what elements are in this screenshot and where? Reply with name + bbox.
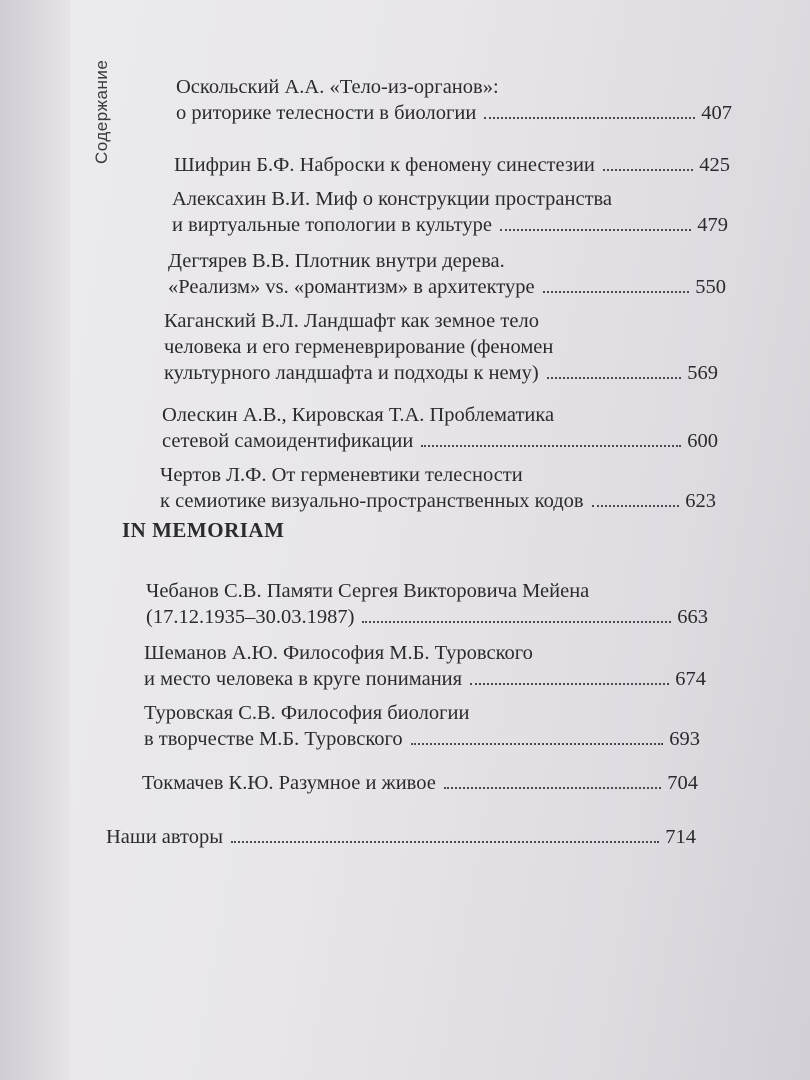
page-number: 600	[687, 430, 718, 452]
toc-entry-line: о риторике телесности в биологии	[176, 102, 477, 124]
toc-entry-line: «Реализм» vs. «романтизм» в архитектуре	[168, 276, 535, 298]
binding-shadow	[0, 0, 70, 1080]
dot-leader	[421, 445, 681, 447]
toc-entry	[176, 74, 732, 126]
toc-entry-line: и виртуальные топологии в культуре	[172, 214, 492, 236]
page-number: 569	[687, 362, 718, 384]
toc-entry-line: Токмачев К.Ю. Разумное и живое	[142, 772, 436, 794]
toc-entry	[142, 770, 698, 796]
page-number: 693	[669, 728, 700, 750]
toc-entry-line: культурного ландшафта и подходы к нему)	[164, 362, 539, 384]
dot-leader	[362, 621, 671, 623]
toc-entry-line: Шифрин Б.Ф. Наброски к феномену синестезии	[174, 154, 595, 176]
toc-entry-line: Туровская С.В. Философия биологии	[144, 702, 470, 724]
section-heading: IN MEMORIAM	[122, 518, 285, 542]
toc-entry	[168, 248, 726, 300]
dot-leader	[547, 377, 682, 379]
toc-entry	[144, 700, 700, 752]
toc-entry-line: Дегтярев В.В. Плотник внутри дерева.	[168, 250, 505, 272]
toc-entry-line: Оскольский А.А. «Тело-из-органов»:	[176, 76, 499, 98]
dot-leader	[484, 117, 695, 119]
page-number: 425	[699, 154, 730, 176]
dot-leader	[500, 229, 691, 231]
page-number: 479	[697, 214, 728, 236]
dot-leader	[444, 787, 661, 789]
side-running-title: Содержание	[92, 60, 111, 165]
page-number: 714	[665, 826, 696, 848]
toc-entry-line: Алексахин В.И. Миф о конструкции пространства	[172, 188, 613, 210]
toc-entry	[144, 640, 706, 692]
toc-entry	[106, 824, 696, 850]
dot-leader	[411, 743, 664, 745]
dot-leader	[592, 505, 680, 507]
dot-leader	[231, 841, 659, 843]
toc-entry-line: Олескин А.В., Кировская Т.А. Проблематика	[162, 404, 555, 426]
page-number: 704	[667, 772, 698, 794]
page-number: 623	[685, 490, 716, 512]
toc-entry-line: Наши авторы	[106, 826, 224, 848]
page-number: 550	[695, 276, 726, 298]
toc-entry-line: к семиотике визуально-пространственных кодов	[160, 490, 584, 512]
toc-entry	[160, 462, 716, 514]
toc-entry	[174, 152, 730, 178]
page-number: 407	[701, 102, 732, 124]
toc-entry-line: сетевой самоидентификации	[162, 430, 414, 452]
toc-entry-line: в творчестве М.Б. Туровского	[144, 728, 403, 750]
toc-entry	[172, 186, 728, 238]
toc-entry-line: человека и его герменеврирование (феномен	[164, 336, 554, 358]
dot-leader	[470, 683, 669, 685]
toc-entry-line: Шеманов А.Ю. Философия М.Б. Туровского	[144, 642, 533, 664]
toc-entry-line: Чертов Л.Ф. От герменевтики телесности	[160, 464, 523, 486]
toc-entry-line: (17.12.1935–30.03.1987)	[146, 606, 355, 628]
toc-entry-line: Чебанов С.В. Памяти Сергея Викторовича Мейена	[146, 580, 590, 602]
toc-entry	[162, 402, 718, 454]
toc-entry-line: и место человека в круге понимания	[144, 668, 463, 690]
page-number: 674	[675, 668, 706, 690]
toc-entry	[164, 308, 718, 386]
toc-entry-line: Каганский В.Л. Ландшафт как земное тело	[164, 310, 539, 332]
dot-leader	[543, 291, 690, 293]
toc-entry	[146, 578, 708, 630]
page-number: 663	[677, 606, 708, 628]
dot-leader	[603, 169, 693, 171]
